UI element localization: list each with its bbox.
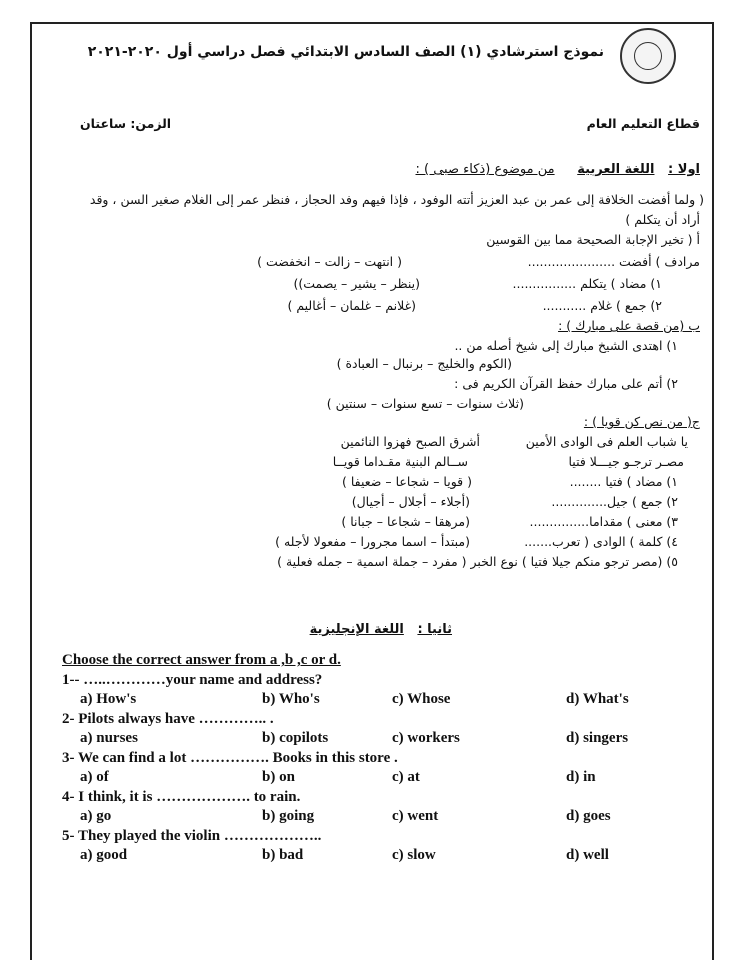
b-options-2: (ثلاث سنوات – تسع سنوات – سنتين ) — [326, 396, 524, 411]
passage-line-2: أراد أن يتكلم ) — [625, 212, 700, 227]
instruction-a: أ ( تخير الإجابة الصحيحة مما بين القوسين — [486, 232, 700, 247]
question-2: 2- Pilots always have ………….. . — [62, 711, 274, 727]
b-question-1: ١) اهتدى الشيخ مبارك إلى شيخ أصله من .. — [454, 338, 678, 353]
ministry-seal-icon — [620, 28, 676, 84]
option-2d: d) singers — [566, 730, 629, 746]
option-1a: a) How's — [80, 691, 137, 707]
c-question-5: ٥) (مصر ترجو منكم جيلا فتيا ) نوع الخبر ( مفرد – جملة اسمية – جمله فعلية ) — [277, 554, 678, 569]
question-5: 5- They played the violin ……………….. — [62, 828, 322, 844]
option-4c: c) went — [392, 808, 439, 824]
c-question-2: ٢) جمع ) جيل.............. — [551, 494, 678, 509]
qa-3-question: ٢) جمع ) غلام ........... — [542, 298, 662, 313]
b-question-2: ٢) أتم على مبارك حفظ القرآن الكريم فى : — [454, 376, 678, 391]
c-options-3: (مرهقا – شجاعا – جبانا ) — [341, 514, 470, 529]
option-2b: b) copilots — [262, 730, 329, 746]
exam-title: نموذج استرشادي (١) الصف السادس الابتدائي فصل دراسي أول ٢٠٢٠-٢٠٢١ — [87, 44, 604, 60]
c-options-2: (أجلاء – أجلال – أجيال) — [351, 494, 470, 509]
option-3b: b) on — [262, 769, 295, 785]
option-4a: a) go — [80, 808, 112, 824]
section-title-arabic: اللغة العربية — [577, 162, 655, 177]
qa-3-options: (غلانم – غلمان – أغاليم ) — [287, 298, 416, 313]
option-4d: d) goes — [566, 808, 611, 824]
option-3c: c) at — [392, 769, 420, 785]
sector-label: قطاع التعليم العام — [586, 116, 700, 131]
option-2c: c) workers — [392, 730, 460, 746]
poem-line-2-right: مصـر ترجـو جيـــلا فتيا — [568, 454, 684, 469]
option-4b: b) going — [262, 808, 315, 824]
time-label: الزمن: ساعتان — [80, 116, 172, 131]
section-b-title: ب (من قصة على مبارك ) : — [558, 318, 700, 333]
option-1d: d) What's — [566, 691, 629, 707]
question-3: 3- We can find a lot ……………. Books in this store . — [62, 750, 398, 766]
section-title-english: اللغة الإنجليزية — [309, 622, 404, 637]
qa-2-question: ١) مضاد ) يتكلم ................ — [512, 276, 662, 291]
option-2a: a) nurses — [80, 730, 138, 746]
qa-2-options: (ينظر – يشير – يصمت)) — [293, 276, 420, 291]
option-5c: c) slow — [392, 847, 436, 863]
c-question-1: ١) مضاد ) فتيا ........ — [569, 474, 678, 489]
option-3a: a) of — [80, 769, 109, 785]
c-options-4: (مبتدأ – اسما مجرورا – مفعولا لأجله ) — [275, 534, 470, 549]
section-c-title: ج( من نص كن قويا ) : — [583, 414, 700, 429]
question-4: 4- I think, it is ………………. to rain. — [62, 789, 301, 805]
option-5b: b) bad — [262, 847, 304, 863]
qa-1-options: ( انتهت – زالت – انخفضت ) — [257, 254, 402, 269]
english-instruction: Choose the correct answer from a ,b ,c or d. — [62, 652, 341, 668]
section-label-arabic: اولا : — [668, 162, 700, 177]
option-1c: c) Whose — [392, 691, 451, 707]
qa-1-question: مرادف ) أفضت ...................... — [527, 254, 700, 269]
subject-title: من موضوع (ذكاء صبى ) : — [415, 162, 555, 177]
poem-line-2-left: ســالم البنية مقـداما قويــا — [332, 454, 468, 469]
option-1b: b) Who's — [262, 691, 320, 707]
option-5d: d) well — [566, 847, 609, 863]
section-label-english: ثانيا : — [417, 622, 452, 637]
c-question-3: ٣) معنى ) مقداما............... — [529, 514, 678, 529]
poem-line-1-left: أشرق الصبح فهزوا النائمين — [340, 434, 480, 449]
poem-line-1-right: يا شباب العلم فى الوادى الأمين — [525, 434, 688, 449]
b-options-1: (الكوم والخليج – برنبال – العبادة ) — [336, 356, 512, 371]
option-3d: d) in — [566, 769, 596, 785]
c-question-4: ٤) كلمة ) الوادى ( تعرب....... — [524, 534, 678, 549]
passage-line-1: ( ولما أفضت الخلافة إلى عمر بن عبد العزيز أتته الوفود ، فإذا فيهم وفد الحجاز ، فنظر عمر إلى الغلام صغير السن ، وقد — [89, 192, 704, 207]
option-5a: a) good — [80, 847, 128, 863]
c-options-1: ( قويا – شجاعا – ضعيفا ) — [342, 474, 472, 489]
question-1: 1-- …..…………your name and address? — [62, 672, 323, 688]
